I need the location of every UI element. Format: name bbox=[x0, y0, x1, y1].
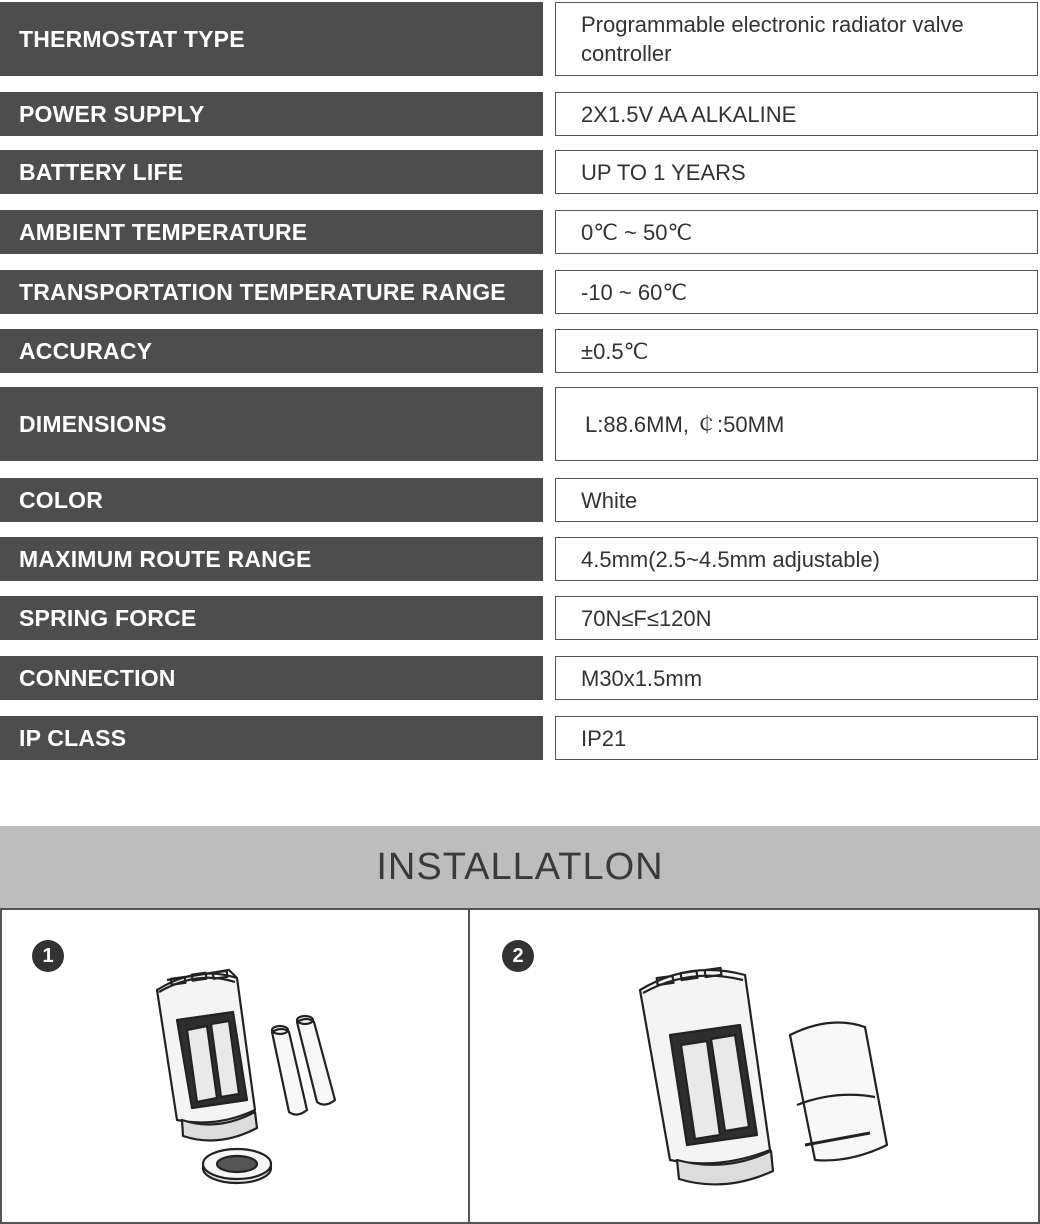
installation-header: INSTALLATLON bbox=[0, 826, 1040, 908]
spec-label: POWER SUPPLY bbox=[0, 92, 543, 136]
thermostat-battery-cover-icon bbox=[625, 955, 925, 1205]
spec-label: DIMENSIONS bbox=[0, 387, 543, 461]
spec-value: 70N≤F≤120N bbox=[555, 596, 1038, 640]
spec-value: -10 ~ 60℃ bbox=[555, 270, 1038, 314]
spec-value: IP21 bbox=[555, 716, 1038, 760]
spec-label: IP CLASS bbox=[0, 716, 543, 760]
spec-row-thermostat-type bbox=[0, 2, 1040, 76]
spec-label: THERMOSTAT TYPE bbox=[0, 2, 543, 76]
spec-row-accuracy bbox=[0, 329, 1040, 373]
spec-row-ambient-temperature bbox=[0, 210, 1040, 254]
spec-row-ip-class bbox=[0, 716, 1040, 760]
spec-row-maximum-route-range bbox=[0, 537, 1040, 581]
spec-value: L:88.6MM, ￠:50MM bbox=[555, 387, 1038, 461]
spec-label: ACCURACY bbox=[0, 329, 543, 373]
step-number-badge: 1 bbox=[32, 940, 64, 972]
spec-label: BATTERY LIFE bbox=[0, 150, 543, 194]
spec-label: MAXIMUM ROUTE RANGE bbox=[0, 537, 543, 581]
spec-row-spring-force bbox=[0, 596, 1040, 640]
spec-value: White bbox=[555, 478, 1038, 522]
step-number-badge: 2 bbox=[502, 940, 534, 972]
spec-label: AMBIENT TEMPERATURE bbox=[0, 210, 543, 254]
spec-label: COLOR bbox=[0, 478, 543, 522]
spec-row-power-supply bbox=[0, 92, 1040, 136]
spec-value: ±0.5℃ bbox=[555, 329, 1038, 373]
spec-value: Programmable electronic radiator valve controller bbox=[555, 2, 1038, 76]
spec-row-transportation-temperature-range bbox=[0, 270, 1040, 314]
spec-row-connection bbox=[0, 656, 1040, 700]
spec-value: M30x1.5mm bbox=[555, 656, 1038, 700]
spec-value: 4.5mm(2.5~4.5mm adjustable) bbox=[555, 537, 1038, 581]
installation-step-1 bbox=[0, 908, 470, 1224]
spec-row-dimensions bbox=[0, 387, 1040, 461]
installation-step-2 bbox=[468, 908, 1040, 1224]
spec-value: 0℃ ~ 50℃ bbox=[555, 210, 1038, 254]
spec-row-color bbox=[0, 478, 1040, 522]
spec-value: UP TO 1 YEARS bbox=[555, 150, 1038, 194]
spec-value: 2X1.5V AA ALKALINE bbox=[555, 92, 1038, 136]
spec-row-battery-life bbox=[0, 150, 1040, 194]
thermostat-open-batteries-icon bbox=[137, 960, 397, 1200]
spec-label: SPRING FORCE bbox=[0, 596, 543, 640]
spec-label: CONNECTION bbox=[0, 656, 543, 700]
spec-label: TRANSPORTATION TEMPERATURE RANGE bbox=[0, 270, 543, 314]
